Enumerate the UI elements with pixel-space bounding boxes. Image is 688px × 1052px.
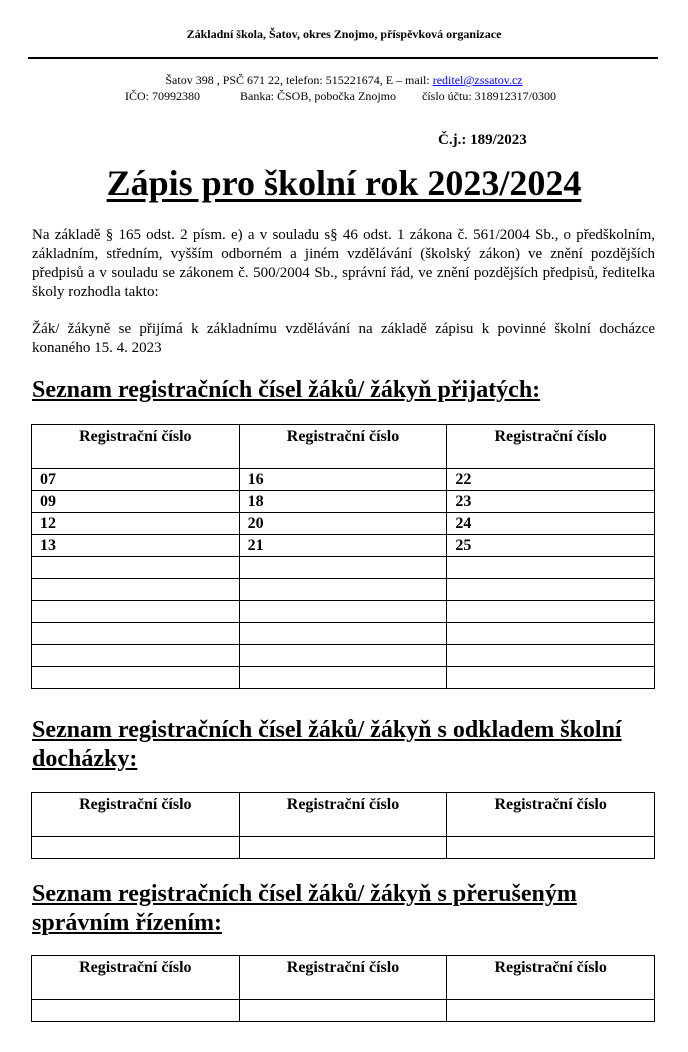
table-cell — [32, 601, 240, 623]
column-header: Registrační číslo — [447, 425, 655, 469]
header-divider — [28, 57, 658, 59]
deferred-section-title: Seznam registračních čísel žáků/ žákyň s odkladem školní docházky: — [32, 717, 622, 772]
table-cell — [447, 645, 655, 667]
column-header: Registrační číslo — [447, 956, 655, 1000]
table-cell — [32, 667, 240, 689]
table-cell: 20 — [239, 513, 447, 535]
table-row — [32, 667, 655, 689]
column-header: Registrační číslo — [239, 956, 447, 1000]
column-header: Registrační číslo — [32, 793, 240, 837]
account-text: číslo účtu: 318912317/0300 — [422, 89, 556, 103]
bank-text: Banka: ČSOB, pobočka Znojmo — [240, 89, 396, 103]
table-cell: 09 — [32, 491, 240, 513]
table-cell — [239, 557, 447, 579]
table-cell — [32, 837, 240, 859]
contact-line — [0, 73, 688, 88]
table-row — [32, 579, 655, 601]
table-cell — [239, 623, 447, 645]
table-cell — [447, 579, 655, 601]
table-cell: 13 — [32, 535, 240, 557]
table-cell: 18 — [239, 491, 447, 513]
organization-name: Základní škola, Šatov, okres Znojmo, příspěvková organizace — [186, 27, 502, 41]
table-cell: 24 — [447, 513, 655, 535]
table-cell — [32, 623, 240, 645]
table-row — [32, 601, 655, 623]
table-row — [32, 535, 655, 557]
table-row — [32, 469, 655, 491]
column-header: Registrační číslo — [447, 793, 655, 837]
interrupted-table — [31, 955, 655, 1022]
table-cell — [239, 601, 447, 623]
table-cell — [239, 579, 447, 601]
table-cell: 25 — [447, 535, 655, 557]
table-header-row — [32, 793, 655, 837]
column-header: Registrační číslo — [239, 793, 447, 837]
table-row — [32, 837, 655, 859]
table-row — [32, 513, 655, 535]
table-row — [32, 557, 655, 579]
table-cell — [447, 837, 655, 859]
column-header: Registrační číslo — [239, 425, 447, 469]
table-row — [32, 645, 655, 667]
table-cell — [447, 1000, 655, 1022]
column-header: Registrační číslo — [32, 956, 240, 1000]
table-cell: 12 — [32, 513, 240, 535]
table-cell: 21 — [239, 535, 447, 557]
table-cell: 22 — [447, 469, 655, 491]
deferred-table — [31, 792, 655, 859]
table-cell — [447, 557, 655, 579]
table-cell: 23 — [447, 491, 655, 513]
table-cell — [32, 579, 240, 601]
table-cell — [447, 601, 655, 623]
table-cell — [447, 623, 655, 645]
table-cell — [32, 557, 240, 579]
table-row — [32, 623, 655, 645]
table-cell: 07 — [32, 469, 240, 491]
address-text: Šatov 398 , PSČ 671 22, telefon: 515221674, E – mail: — [165, 73, 433, 87]
table-cell — [239, 667, 447, 689]
table-cell — [32, 645, 240, 667]
table-header-row — [32, 425, 655, 469]
table-cell — [239, 645, 447, 667]
table-row — [32, 491, 655, 513]
table-cell — [32, 1000, 240, 1022]
interrupted-section-title: Seznam registračních čísel žáků/ žákyň s přerušeným správním řízením: — [32, 881, 577, 936]
table-cell — [239, 1000, 447, 1022]
table-cell — [239, 837, 447, 859]
legal-paragraph: Na základě § 165 odst. 2 písm. e) a v souladu s§ 46 odst. 1 zákona č. 561/2004 Sb., o předškolním, základním, středním, vyšším odborném a jiném vzdělávání (školský zákon) ve znění pozdějších předpisů a v souladu se zákonem č. 500/2004 Sb., správní řád, ve znění pozdějších předpisů, ředitelka školy rozhodla takto: — [32, 227, 655, 300]
page-title: Zápis pro školní rok 2023/2024 — [106, 163, 582, 203]
bank-details-line — [125, 89, 556, 104]
table-header-row — [32, 956, 655, 1000]
email-link[interactable]: reditel@zssatov.cz — [432, 73, 523, 87]
accepted-section-title: Seznam registračních čísel žáků/ žákyň přijatých: — [32, 377, 541, 403]
table-cell — [447, 667, 655, 689]
reference-number: Č.j.: 189/2023 — [438, 132, 527, 148]
column-header: Registrační číslo — [32, 425, 240, 469]
accepted-table — [31, 424, 655, 689]
table-cell: 16 — [239, 469, 447, 491]
decision-paragraph: Žák/ žákyně se přijímá k základnímu vzdělávání na základě zápisu k povinné školní docházce konaného 15. 4. 2023 — [32, 321, 655, 356]
table-row — [32, 1000, 655, 1022]
ico-text: IČO: 70992380 — [125, 89, 200, 103]
